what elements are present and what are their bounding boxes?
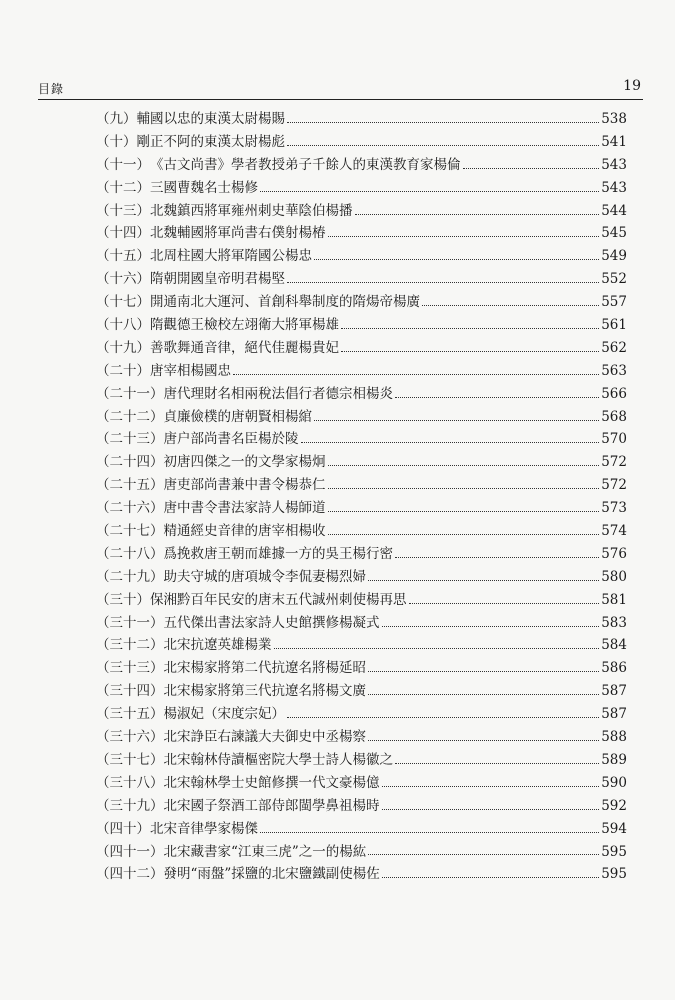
dot-leader	[260, 832, 599, 833]
toc-entry-page: 572	[601, 477, 627, 494]
toc-entry	[96, 291, 627, 314]
toc-entry	[96, 703, 627, 726]
toc-entry-page: 583	[601, 614, 627, 631]
toc-entry-page: 590	[601, 774, 627, 791]
toc-entry-title: 北宋楊家將第二代抗遼名將楊延昭	[163, 660, 366, 677]
dot-leader	[260, 191, 599, 192]
dot-leader	[287, 122, 599, 123]
toc-entry-number: （二十二）	[96, 408, 164, 425]
dot-leader	[274, 648, 600, 649]
toc-entry-page: 543	[601, 156, 627, 173]
toc-entry-title: 北周柱國大將軍隋國公楊忠	[150, 248, 312, 265]
toc-entry	[96, 406, 627, 429]
toc-entry-number: （十一）	[96, 156, 150, 173]
dot-leader	[233, 374, 599, 375]
page-header	[38, 76, 643, 98]
toc-entry-number: （三十三）	[96, 660, 164, 677]
toc-entry	[96, 566, 627, 589]
toc-entry-page: 580	[601, 568, 627, 585]
toc-entry	[96, 245, 627, 268]
dot-leader	[287, 717, 599, 718]
toc-entry-page: 561	[601, 317, 627, 334]
toc-entry-title: 《古文尚書》學者教授弟子千餘人的東漢教育家楊倫	[150, 156, 461, 173]
toc-entry	[96, 863, 627, 886]
toc-entry-title: 唐代理財名相兩稅法倡行者德宗相楊炎	[163, 385, 393, 402]
dot-leader	[301, 442, 600, 443]
toc-entry	[96, 131, 627, 154]
toc-entry-title: 剛正不阿的東漢太尉楊彪	[136, 133, 285, 150]
toc-entry-page: 549	[601, 248, 627, 265]
toc-entry-title: 保湘黔百年民安的唐末五代誠州刺使楊再思	[150, 591, 407, 608]
toc-entry-number: （二十八）	[96, 545, 164, 562]
toc-entry-number: （三十四）	[96, 683, 164, 700]
toc-entry-title: 北宋楊家將第三代抗遼名將楊文廣	[163, 683, 366, 700]
toc-entry-title: 助夫守城的唐項城令李侃妻楊烈婦	[163, 568, 366, 585]
toc-entry-title: 隋觀德王檢校左翊衛大將軍楊雄	[150, 317, 339, 334]
dot-leader	[328, 465, 600, 466]
dot-leader	[355, 214, 600, 215]
toc-entry-page: 595	[601, 866, 627, 883]
toc-entry	[96, 543, 627, 566]
toc-entry-number: （十）	[96, 133, 137, 150]
toc-entry-title: 精通經史音律的唐宰相楊收	[163, 523, 326, 540]
toc-entry-number: （九）	[96, 111, 137, 127]
toc-entry-page: 563	[601, 362, 627, 379]
dot-leader	[314, 420, 599, 421]
toc-entry-number: （四十一）	[96, 843, 164, 860]
toc-entry-page: 581	[601, 591, 627, 608]
toc-entry-page: 584	[601, 637, 627, 654]
toc-entry-number: （三十五）	[96, 706, 164, 723]
toc-entry-title: 隋朝開國皇帝明君楊堅	[150, 271, 285, 288]
toc-entry-page: 572	[601, 454, 627, 471]
toc-entry	[96, 818, 627, 841]
dot-leader	[328, 488, 600, 489]
toc-entry-title: 北宋國子祭酒工部侍郎閩學鼻祖楊時	[163, 797, 380, 814]
toc-entry-number: （三十九）	[96, 797, 164, 814]
dot-leader	[368, 580, 599, 581]
toc-entry-number: （三十八）	[96, 774, 164, 791]
toc-entry	[96, 268, 627, 291]
section-title: 目錄	[38, 82, 65, 96]
toc-entry	[96, 222, 627, 245]
toc-entry-number: （十五）	[96, 248, 150, 265]
toc-entry-title: 唐宰相楊國忠	[150, 362, 231, 379]
toc-entry-number: （三十二）	[96, 637, 164, 654]
toc-entry-page: 562	[601, 339, 627, 356]
toc-entry-number: （十六）	[96, 271, 150, 288]
dot-leader	[463, 168, 600, 169]
toc-entry-page: 557	[601, 294, 627, 311]
toc-entry-page: 587	[601, 706, 627, 723]
dot-leader	[382, 626, 600, 627]
toc-entry-title: 發明“雨盤”採鹽的北宋鹽鐵副使楊佐	[163, 866, 380, 883]
toc-entry-title: 五代傑出書法家詩人史館撰修楊凝式	[163, 614, 380, 631]
toc-entry-page: 574	[601, 523, 627, 540]
toc-entry-number: （十九）	[96, 339, 150, 356]
toc-entry-page: 545	[601, 225, 627, 242]
toc-entry-page: 587	[601, 683, 627, 700]
toc-entry-number: （二十三）	[96, 431, 164, 448]
toc-entry	[96, 177, 627, 200]
toc-entry-title: 唐吏部尚書兼中書令楊恭仁	[163, 477, 326, 494]
toc-entry-number: （二十一）	[96, 385, 164, 402]
toc-entry-title: 貞廉儉樸的唐朝賢相楊綰	[163, 408, 312, 425]
toc-entry-number: （四十二）	[96, 866, 164, 883]
toc-entry-page: 538	[601, 111, 627, 127]
toc-entry-page: 573	[601, 500, 627, 517]
toc-entry-number: （四十）	[96, 820, 150, 837]
dot-leader	[395, 763, 599, 764]
toc-entry-page: 592	[601, 797, 627, 814]
toc-entry-number: （二十四）	[96, 454, 164, 471]
toc-entry	[96, 154, 627, 177]
toc-entry	[96, 612, 627, 635]
toc-entry-title: 北宋音律學家楊傑	[150, 820, 258, 837]
toc-entry	[96, 680, 627, 703]
toc-entry	[96, 772, 627, 795]
toc-entry-title: 輔國以忠的東漢太尉楊賜	[136, 111, 285, 127]
toc-entry-page: 595	[601, 843, 627, 860]
dot-leader	[314, 259, 599, 260]
toc-entry	[96, 428, 627, 451]
toc-entry	[96, 360, 627, 383]
dot-leader	[328, 534, 600, 535]
dot-leader	[395, 557, 599, 558]
dot-leader	[382, 877, 599, 878]
toc-entry-title: 北宋翰林學士史館修撰一代文豪楊億	[163, 774, 380, 791]
dot-leader	[368, 854, 599, 855]
toc-entry	[96, 589, 627, 612]
toc-entry	[96, 841, 627, 864]
toc-entry-title: 善歌舞通音律，絕代佳麗楊貴妃	[150, 339, 339, 356]
toc-entry	[96, 451, 627, 474]
toc-entry-page: 589	[601, 751, 627, 768]
toc-entry-page: 568	[601, 408, 627, 425]
dot-leader	[382, 786, 600, 787]
toc-entry	[96, 108, 627, 131]
toc-entry	[96, 749, 627, 772]
toc-entry-title: 唐户部尚書名臣楊於陵	[163, 431, 299, 448]
table-of-contents	[96, 108, 627, 886]
dot-leader	[328, 236, 600, 237]
dot-leader	[328, 511, 600, 512]
toc-entry-page: 576	[601, 545, 627, 562]
toc-entry-page: 543	[601, 179, 627, 196]
dot-leader	[409, 603, 600, 604]
toc-entry-number: （二十）	[96, 362, 150, 379]
toc-entry	[96, 337, 627, 360]
toc-entry-page: 566	[601, 385, 627, 402]
dot-leader	[341, 328, 599, 329]
toc-entry-title: 三國曹魏名士楊修	[150, 179, 258, 196]
toc-entry	[96, 795, 627, 818]
page-number: 19	[623, 78, 641, 94]
toc-entry-number: （二十七）	[96, 523, 164, 540]
toc-entry	[96, 657, 627, 680]
toc-entry	[96, 497, 627, 520]
toc-entry-page: 552	[601, 271, 627, 288]
toc-entry-number: （十二）	[96, 179, 150, 196]
dot-leader	[287, 282, 599, 283]
toc-entry-title: 北宋翰林侍讀樞密院大學士詩人楊徽之	[163, 751, 393, 768]
dot-leader	[368, 671, 599, 672]
toc-entry-page: 541	[601, 133, 627, 150]
toc-entry-title: 北宋諍臣右諫議大夫御史中丞楊察	[163, 729, 366, 746]
toc-entry-title: 初唐四傑之一的文學家楊炯	[163, 454, 326, 471]
toc-entry-title: 唐中書令書法家詩人楊師道	[163, 500, 326, 517]
toc-entry-number: （三十七）	[96, 751, 164, 768]
toc-entry-number: （十四）	[96, 225, 150, 242]
toc-entry-number: （三十六）	[96, 729, 164, 746]
toc-entry	[96, 726, 627, 749]
header-rule	[38, 99, 643, 100]
toc-entry-title: 爲挽救唐王朝而雄據一方的吳王楊行密	[163, 545, 393, 562]
toc-entry-title: 北魏輔國將軍尚書右僕射楊椿	[150, 225, 326, 242]
toc-entry-title: 北宋藏書家“江東三虎”之一的楊紘	[163, 843, 367, 860]
toc-entry-number: （三十一）	[96, 614, 164, 631]
toc-entry-number: （十八）	[96, 317, 150, 334]
toc-entry	[96, 314, 627, 337]
dot-leader	[368, 694, 599, 695]
dot-leader	[395, 397, 599, 398]
toc-entry-title: 開通南北大運河、首創科舉制度的隋煬帝楊廣	[150, 294, 420, 311]
toc-entry	[96, 383, 627, 406]
toc-entry	[96, 474, 627, 497]
toc-entry-page: 586	[601, 660, 627, 677]
toc-entry-page: 594	[601, 820, 627, 837]
dot-leader	[287, 145, 599, 146]
toc-entry	[96, 520, 627, 543]
dot-leader	[382, 809, 600, 810]
toc-entry-title: 北宋抗遼英雄楊業	[163, 637, 272, 654]
toc-entry-number: （三十）	[96, 591, 150, 608]
dot-leader	[368, 740, 599, 741]
toc-entry-number: （十三）	[96, 202, 150, 219]
toc-entry-number: （二十六）	[96, 500, 164, 517]
toc-entry-page: 544	[601, 202, 627, 219]
toc-entry-title: 楊淑妃（宋度宗妃）	[163, 706, 285, 723]
dot-leader	[341, 351, 599, 352]
toc-entry	[96, 200, 627, 223]
toc-entry-page: 570	[601, 431, 627, 448]
toc-entry-page: 588	[601, 729, 627, 746]
toc-entry-number: （二十五）	[96, 477, 164, 494]
toc-entry-number: （十七）	[96, 294, 150, 311]
toc-entry-number: （二十九）	[96, 568, 164, 585]
toc-entry	[96, 634, 627, 657]
toc-entry-title: 北魏鎮西將軍雍州刺史華陰伯楊播	[150, 202, 353, 219]
dot-leader	[422, 305, 599, 306]
